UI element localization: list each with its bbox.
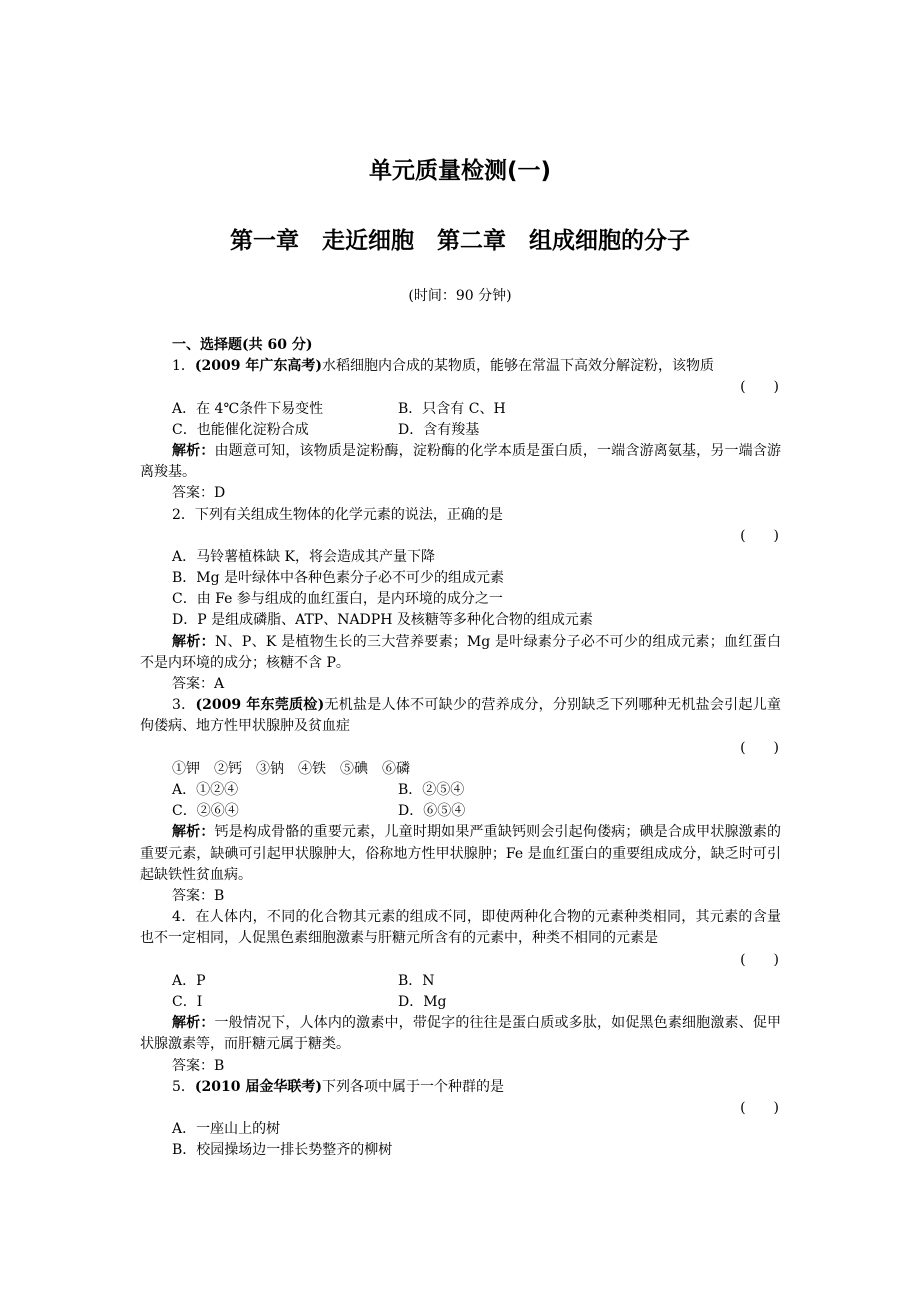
- element-list: ①钾 ②钙 ③钠 ④铁 ⑤碘 ⑥磷: [172, 760, 410, 777]
- analysis-label: 解析：: [172, 1015, 215, 1032]
- answer: 答案：B: [172, 888, 225, 905]
- option-b: B．N: [398, 972, 435, 989]
- options-row: [140, 399, 781, 420]
- question-number: 3．: [172, 697, 196, 714]
- option-a: A．P: [172, 972, 206, 989]
- page-title: 单元质量检测(一): [368, 158, 552, 184]
- options-row: [140, 420, 781, 441]
- analysis: [140, 822, 781, 886]
- question-1: [140, 356, 781, 377]
- option-b: B．只含有 C、H: [398, 400, 506, 417]
- question-source: (2010 届金华联考): [194, 1078, 323, 1095]
- question-source: (2009 年广东高考): [194, 358, 323, 375]
- option-c: C．I: [172, 993, 203, 1010]
- option-b: B．校园操场边一排长势整齐的柳树: [172, 1142, 393, 1159]
- question-number: 1．: [172, 358, 195, 375]
- answer-bracket: ( ): [740, 739, 779, 756]
- answer-bracket: ( ): [740, 527, 779, 544]
- option-d: D．P 是组成磷脂、ATP、NADPH 及核糖等多种化合物的组成元素: [172, 612, 593, 629]
- options-row: [140, 801, 781, 822]
- option-b: B．②⑤④: [398, 782, 465, 799]
- analysis-text: N、P、K 是植物生长的三大营养要素；Mg 是叶绿素分子必不可少的组成元素；血红蛋白不是内环境的成分；核糖不含 P。: [140, 633, 781, 671]
- answer-bracket: ( ): [740, 379, 779, 396]
- option-a: A．一座山上的树: [172, 1121, 281, 1138]
- question-4: 4．在人体内，不同的化合物其元素的组成不同，即使两种化合物的元素种类相同，其元素的含量也不一定相同，人促黑色素细胞激素与肝糖元所含有的元素中，种类不相同的元素是: [140, 909, 781, 947]
- option-a: A．①②④: [172, 782, 239, 799]
- option-d: D．Mg: [398, 993, 447, 1010]
- option-b: B．Mg 是叶绿体中各种色素分子必不可少的组成元素: [172, 570, 505, 587]
- question-text: 下列各项中属于一个种群的是: [322, 1078, 505, 1095]
- options-row: [140, 780, 781, 801]
- answer: 答案：A: [172, 676, 225, 693]
- option-c: C．由 Fe 参与组成的血红蛋白，是内环境的成分之一: [172, 591, 503, 608]
- analysis-label: 解析：: [172, 442, 215, 459]
- analysis-label: 解析：: [172, 633, 215, 650]
- analysis: [140, 441, 781, 483]
- analysis-text: 钙是构成骨骼的重要元素，儿童时期如果严重缺钙则会引起佝偻病；碘是合成甲状腺激素的重要元素，缺碘可引起甲状腺肿大，俗称地方性甲状腺肿；Fe 是血红蛋白的重要组成成分，缺乏时可引起缺铁性贫血病。: [140, 824, 781, 883]
- question-number: 5．: [172, 1078, 195, 1095]
- option-a: A．在 4℃条件下易变性: [172, 400, 324, 417]
- answer-bracket: ( ): [740, 951, 779, 968]
- analysis: [140, 632, 781, 674]
- question-text: 水稻细胞内合成的某物质，能够在常温下高效分解淀粉，该物质: [322, 358, 715, 375]
- options-row: [140, 971, 781, 992]
- question-source: (2009 年东莞质检): [195, 697, 325, 714]
- option-d: D．含有羧基: [398, 421, 480, 438]
- option-d: D．⑥⑤④: [398, 803, 466, 820]
- analysis-label: 解析：: [172, 824, 215, 841]
- answer-bracket: ( ): [740, 1099, 779, 1116]
- question-content: [140, 335, 781, 1162]
- options-row: [140, 992, 781, 1013]
- section-heading: 一、选择题(共 60 分): [172, 337, 313, 353]
- answer: 答案：B: [172, 1057, 225, 1074]
- time-limit: (时间：90 分钟): [408, 288, 512, 304]
- option-a: A．马铃薯植株缺 K，将会造成其产量下降: [172, 548, 436, 565]
- analysis: [140, 1013, 781, 1055]
- chapter-subtitle: 第一章 走近细胞 第二章 组成细胞的分子: [230, 228, 690, 254]
- analysis-text: 一般情况下，人体内的激素中，带促字的往往是蛋白质或多肽，如促黑色素细胞激素、促甲状腺激素等，而肝糖元属于糖类。: [140, 1015, 781, 1053]
- option-c: C．也能催化淀粉合成: [172, 421, 309, 438]
- question-text: 无机盐是人体不可缺少的营养成分，分别缺乏下列哪种无机盐会引起儿童佝偻病、地方性甲状腺肿及贫血症: [140, 697, 781, 735]
- question-3: [140, 695, 781, 737]
- analysis-text: 由题意可知，该物质是淀粉酶，淀粉酶的化学本质是蛋白质，一端含游离氨基，另一端含游离羧基。: [140, 442, 781, 481]
- question-2: 2．下列有关组成生物体的化学元素的说法，正确的是: [172, 506, 503, 523]
- option-c: C．②⑥④: [172, 803, 239, 820]
- answer: 答案：D: [172, 485, 226, 502]
- question-5: [140, 1077, 781, 1098]
